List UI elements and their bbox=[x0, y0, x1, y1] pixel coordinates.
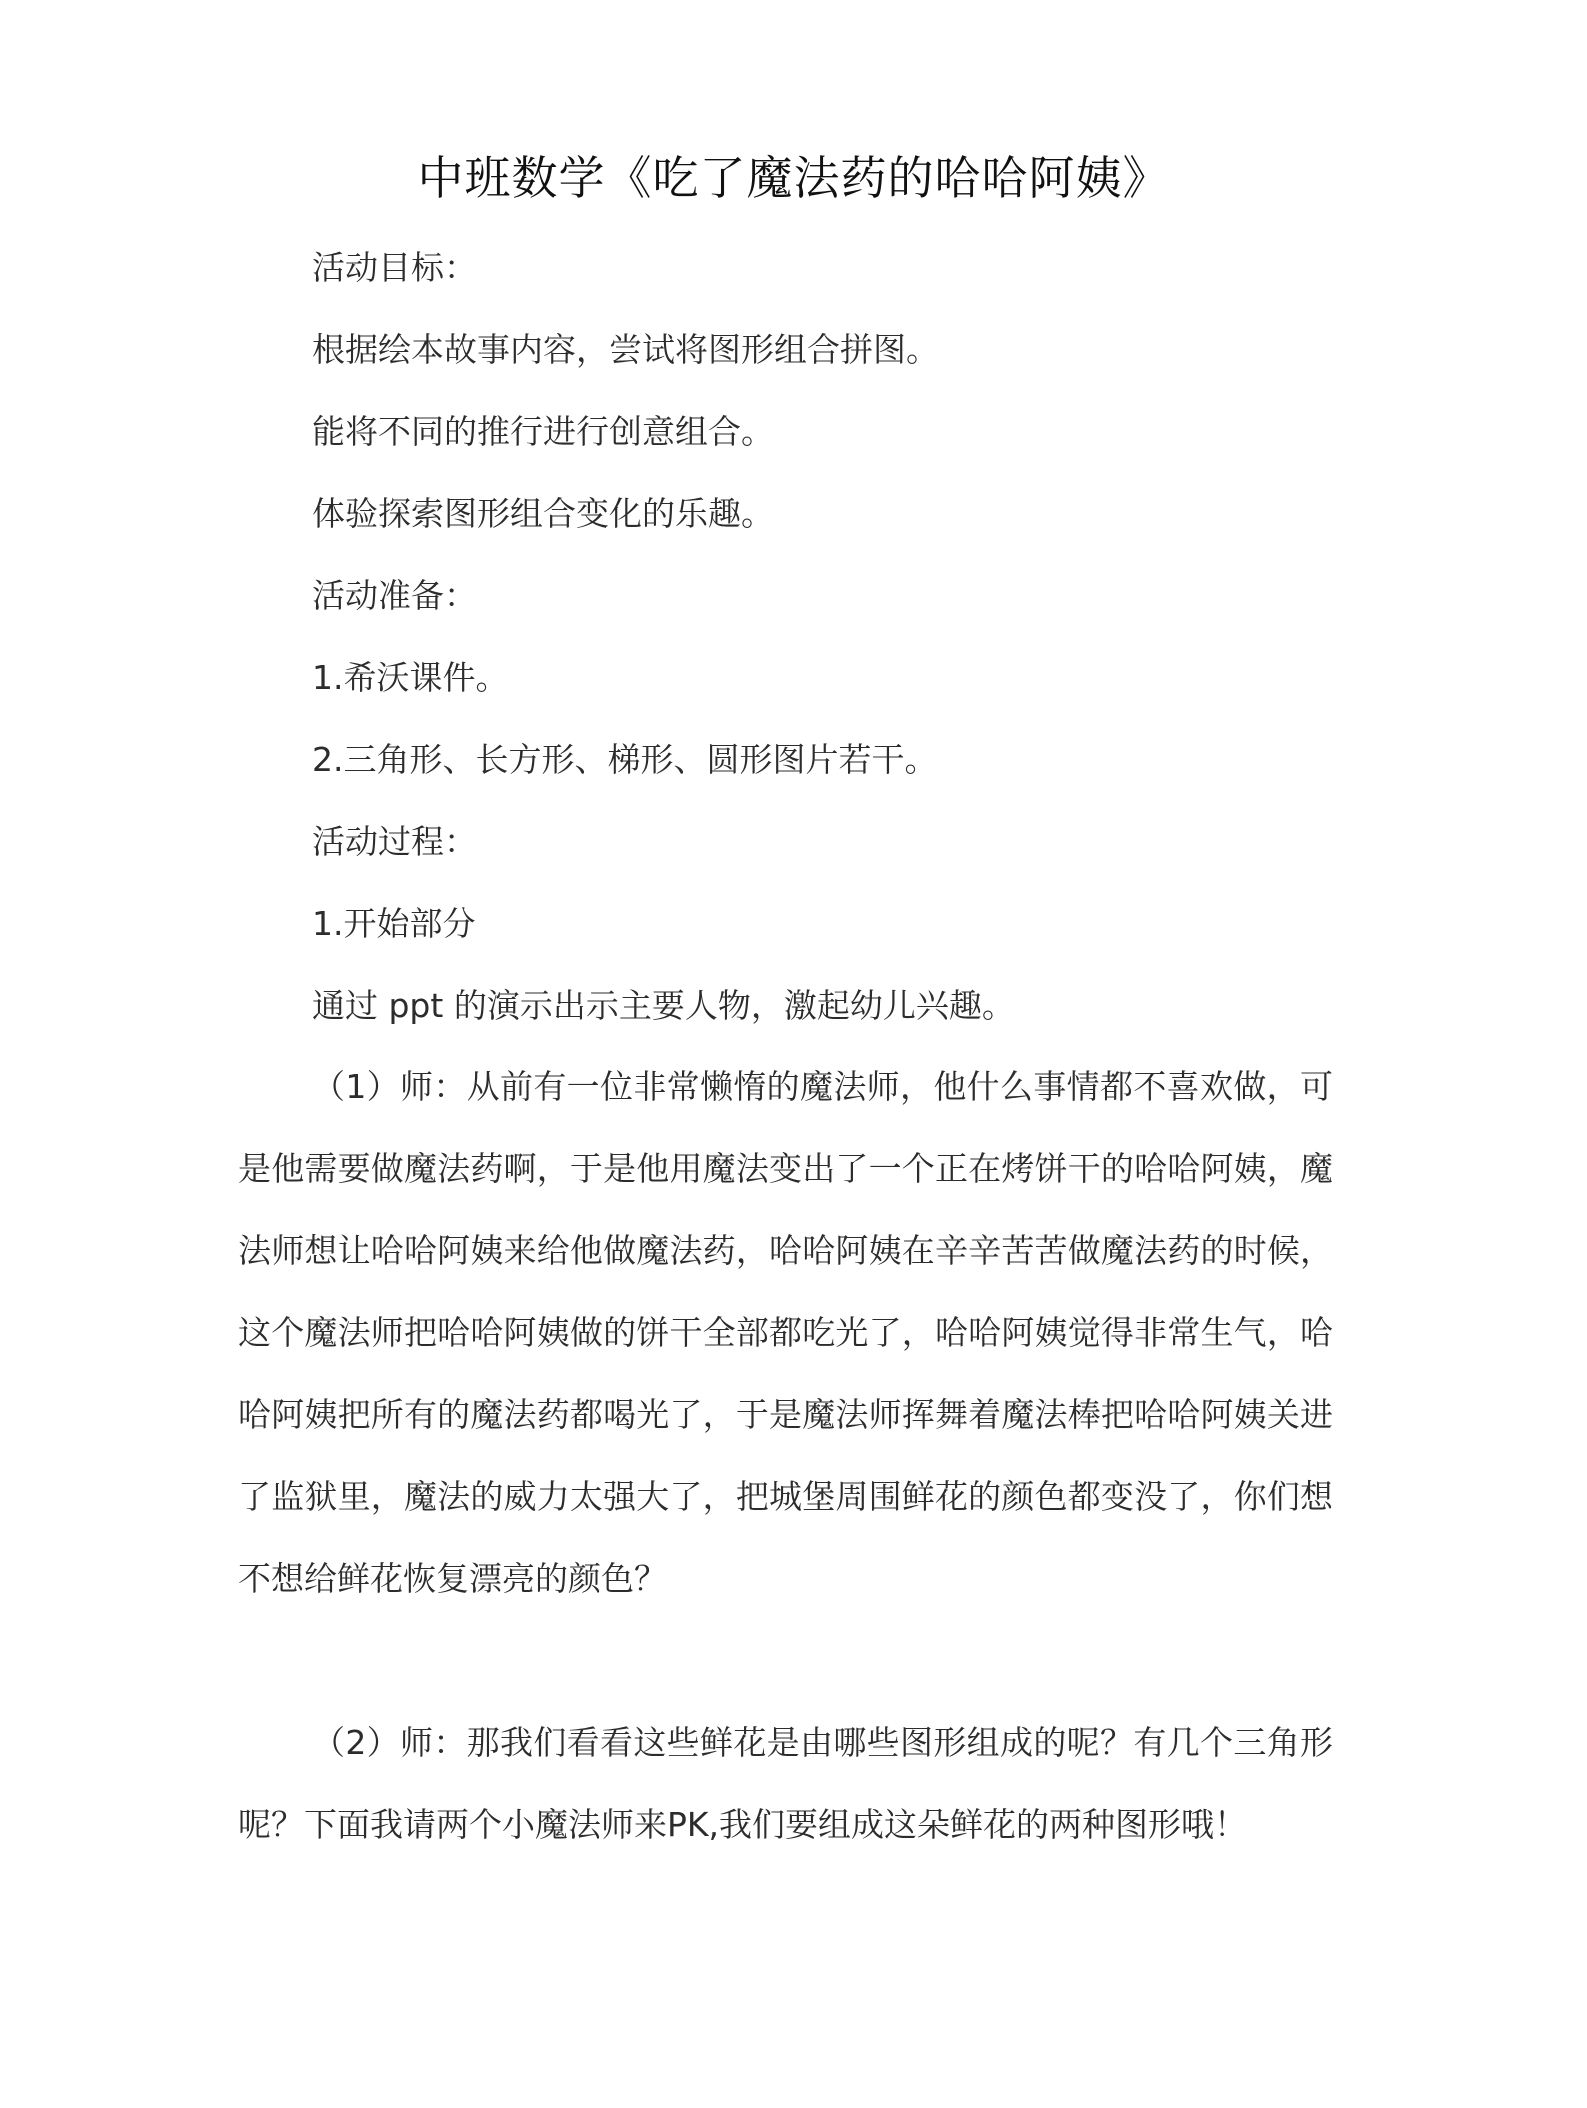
story-paragraph-2: （2）师：那我们看看这些鲜花是由哪些图形组成的呢？有几个三角形呢？下面我请两个小魔法师来PK,我们要组成这朵鲜花的两种图形哦！ bbox=[238, 1723, 1333, 1844]
process-step-title: 1.开始部分 bbox=[312, 904, 476, 943]
prep-item: 1.希沃课件。 bbox=[312, 658, 509, 697]
goal-item: 能将不同的推行进行创意组合。 bbox=[312, 412, 774, 451]
document-title: 中班数学《吃了魔法药的哈哈阿姨》 bbox=[417, 151, 1170, 205]
goals-heading: 活动目标： bbox=[312, 248, 477, 287]
goal-item: 体验探索图形组合变化的乐趣。 bbox=[312, 494, 774, 533]
process-heading: 活动过程： bbox=[312, 822, 477, 861]
story-paragraph-1: （1）师：从前有一位非常懒惰的魔法师，他什么事情都不喜欢做，可是他需要做魔法药啊，于是他用魔法变出了一个正在烤饼干的哈哈阿姨，魔法师想让哈哈阿姨来给他做魔法药，哈哈阿姨在辛辛苦苦做魔法药的时候，这个魔法师把哈哈阿姨做的饼干全部都吃光了，哈哈阿姨觉得非常生气，哈哈阿姨把所有的魔法药都喝光了，于是魔法师挥舞着魔法棒把哈哈阿姨关进了监狱里，魔法的威力太强大了，把城堡周围鲜花的颜色都变没了，你们想不想给鲜花恢复漂亮的颜色？ bbox=[238, 1067, 1333, 1598]
process-step-description: 通过 ppt 的演示出示主要人物，激起幼儿兴趣。 bbox=[312, 986, 1015, 1025]
goal-item: 根据绘本故事内容，尝试将图形组合拼图。 bbox=[312, 330, 939, 369]
prep-heading: 活动准备： bbox=[312, 576, 477, 615]
prep-item: 2.三角形、长方形、梯形、圆形图片若干。 bbox=[312, 740, 938, 779]
